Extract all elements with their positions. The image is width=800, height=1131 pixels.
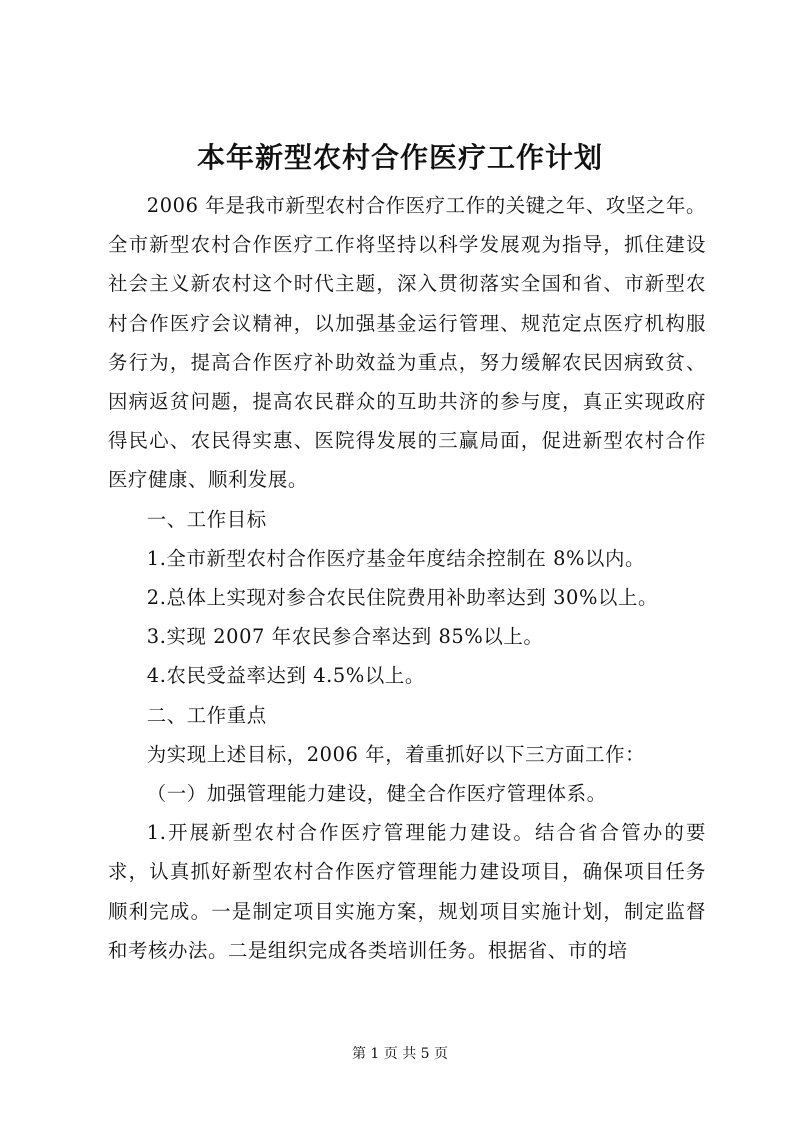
goal-item-3: 3.实现 2007 年农民参合率达到 85%以上。 [146, 625, 544, 649]
paragraph-focus-intro: 为实现上述目标，2006 年，着重抓好以下三方面工作： [146, 742, 646, 766]
goal-item-1: 1.全市新型农村合作医疗基金年度结余控制在 8%以内。 [146, 546, 646, 570]
document-body [108, 186, 706, 970]
subheading-management: （一）加强管理能力建设，健全合作医疗管理体系。 [146, 782, 607, 806]
document-title: 本年新型农村合作医疗工作计划 [196, 141, 603, 174]
paragraph-intro: 2006 年是我市新型农村合作医疗工作的关键之年、攻坚之年。全市新型农村合作医疗工作将坚持以科学发展观为指导，抓住建设社会主义新农村这个时代主题，深入贯彻落实全国和省、市新型农村合作医疗会议精神，以加强基金运行管理、规范定点医疗机构服务行为，提高合作医疗补助效益为重点，努力缓解农民因病致贫、因病返贫问题，提高农民群众的互助共济的参与度，真正实现政府得民心、农民得实惠、医院得发展的三赢局面，促进新型农村合作医疗健康、顺利发展。 [108, 194, 706, 492]
page-footer: 第 1 页 共 5 页 [351, 1046, 449, 1062]
heading-work-focus: 二、工作重点 [146, 703, 267, 727]
heading-work-goals: 一、工作目标 [146, 507, 267, 531]
goal-item-2: 2.总体上实现对参合农民住院费用补助率达到 30%以上。 [146, 586, 658, 610]
goal-item-4: 4.农民受益率达到 4.5%以上。 [146, 664, 425, 688]
paragraph-management-1: 1.开展新型农村合作医疗管理能力建设。结合省合管办的要求，认真抓好新型农村合作医疗管理能力建设项目，确保项目任务顺利完成。一是制定项目实施方案，规划项目实施计划，制定监督和考核办法。二是组织完成各类培训任务。根据省、市的培 [108, 821, 706, 962]
